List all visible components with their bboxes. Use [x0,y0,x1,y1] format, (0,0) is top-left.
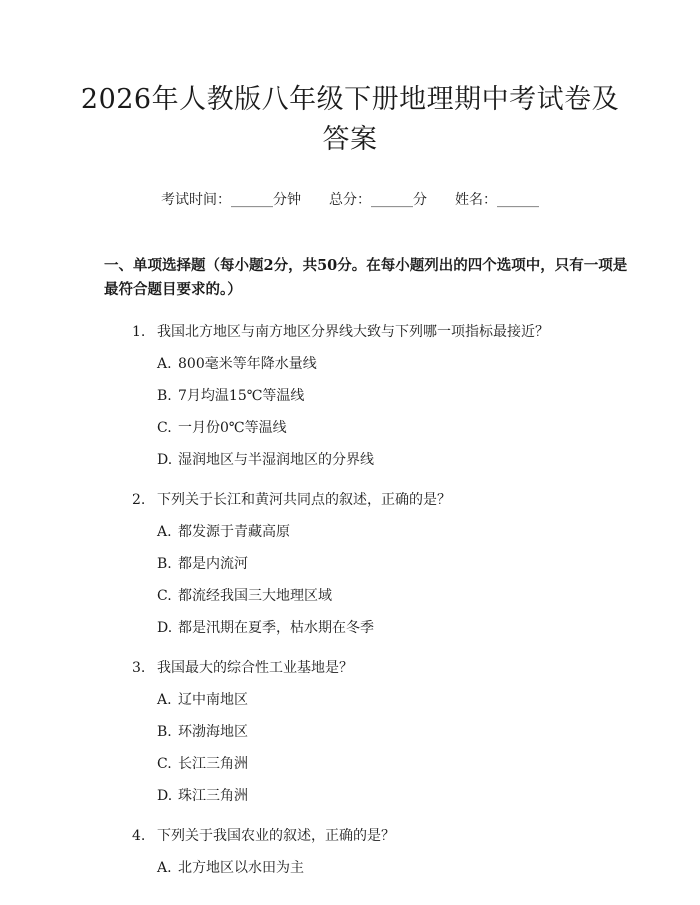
question-item [104,322,628,470]
question-number: 1. [132,324,146,340]
option-list [157,522,628,638]
option-item [157,786,628,806]
option-letter: A. [157,860,172,876]
question-stem [132,826,628,846]
option-text: 珠江三角洲 [178,788,248,804]
option-item [157,618,628,638]
question-number: 3. [132,660,146,676]
option-letter: D. [157,620,173,636]
option-letter: D. [157,452,173,468]
exam-title: 2026年人教版八年级下册地理期中考试卷及答案 [80,84,620,155]
question-stem [132,658,628,678]
option-item [157,418,628,438]
option-text: 都流经我国三大地理区域 [178,588,332,604]
question-text: 下列关于我国农业的叙述，正确的是？ [157,828,395,844]
option-text: 环渤海地区 [178,724,248,740]
option-letter: C. [157,588,172,604]
student-name-label: 姓名：______ [455,192,539,208]
option-item [157,858,628,878]
question-stem [132,322,628,342]
total-score-label: 总分：______分 [329,192,427,208]
option-item [157,522,628,542]
option-text: 都发源于青藏高原 [178,524,290,540]
option-item [157,554,628,574]
question-stem [132,490,628,510]
option-letter: A. [157,692,172,708]
question-number: 2. [132,492,146,508]
question-list [104,322,628,878]
option-letter: C. [157,756,172,772]
option-text: 湿润地区与半湿润地区的分界线 [178,452,374,468]
question-text: 我国北方地区与南方地区分界线大致与下列哪一项指标最接近？ [157,324,549,340]
option-text: 北方地区以水田为主 [178,860,304,876]
option-item [157,586,628,606]
exam-meta [72,190,628,210]
question-item [104,490,628,638]
option-letter: A. [157,524,172,540]
option-letter: D. [157,788,173,804]
option-item [157,754,628,774]
exam-time-label: 考试时间：______分钟 [161,192,301,208]
option-letter: B. [157,724,172,740]
question-number: 4. [132,828,146,844]
option-letter: B. [157,388,172,404]
question-item [104,658,628,806]
option-list [157,690,628,806]
option-text: 800毫米等年降水量线 [178,356,317,372]
option-list [157,858,628,878]
option-text: 7月均温15℃等温线 [178,388,305,404]
option-letter: B. [157,556,172,572]
option-text: 都是汛期在夏季，枯水期在冬季 [178,620,374,636]
option-text: 辽中南地区 [178,692,248,708]
option-letter: C. [157,420,172,436]
option-list [157,354,628,470]
option-item [157,722,628,742]
option-item [157,690,628,710]
option-item [157,386,628,406]
question-text: 我国最大的综合性工业基地是？ [157,660,353,676]
option-text: 长江三角洲 [178,756,248,772]
option-text: 都是内流河 [178,556,248,572]
option-letter: A. [157,356,172,372]
section-heading: 一、单项选择题（每小题2分，共50分。在每小题列出的四个选项中，只有一项是最符合题目要求的。） [104,257,628,298]
option-item [157,450,628,470]
question-text: 下列关于长江和黄河共同点的叙述，正确的是？ [157,492,451,508]
option-item [157,354,628,374]
option-text: 一月份0℃等温线 [178,420,287,436]
question-item [104,826,628,878]
